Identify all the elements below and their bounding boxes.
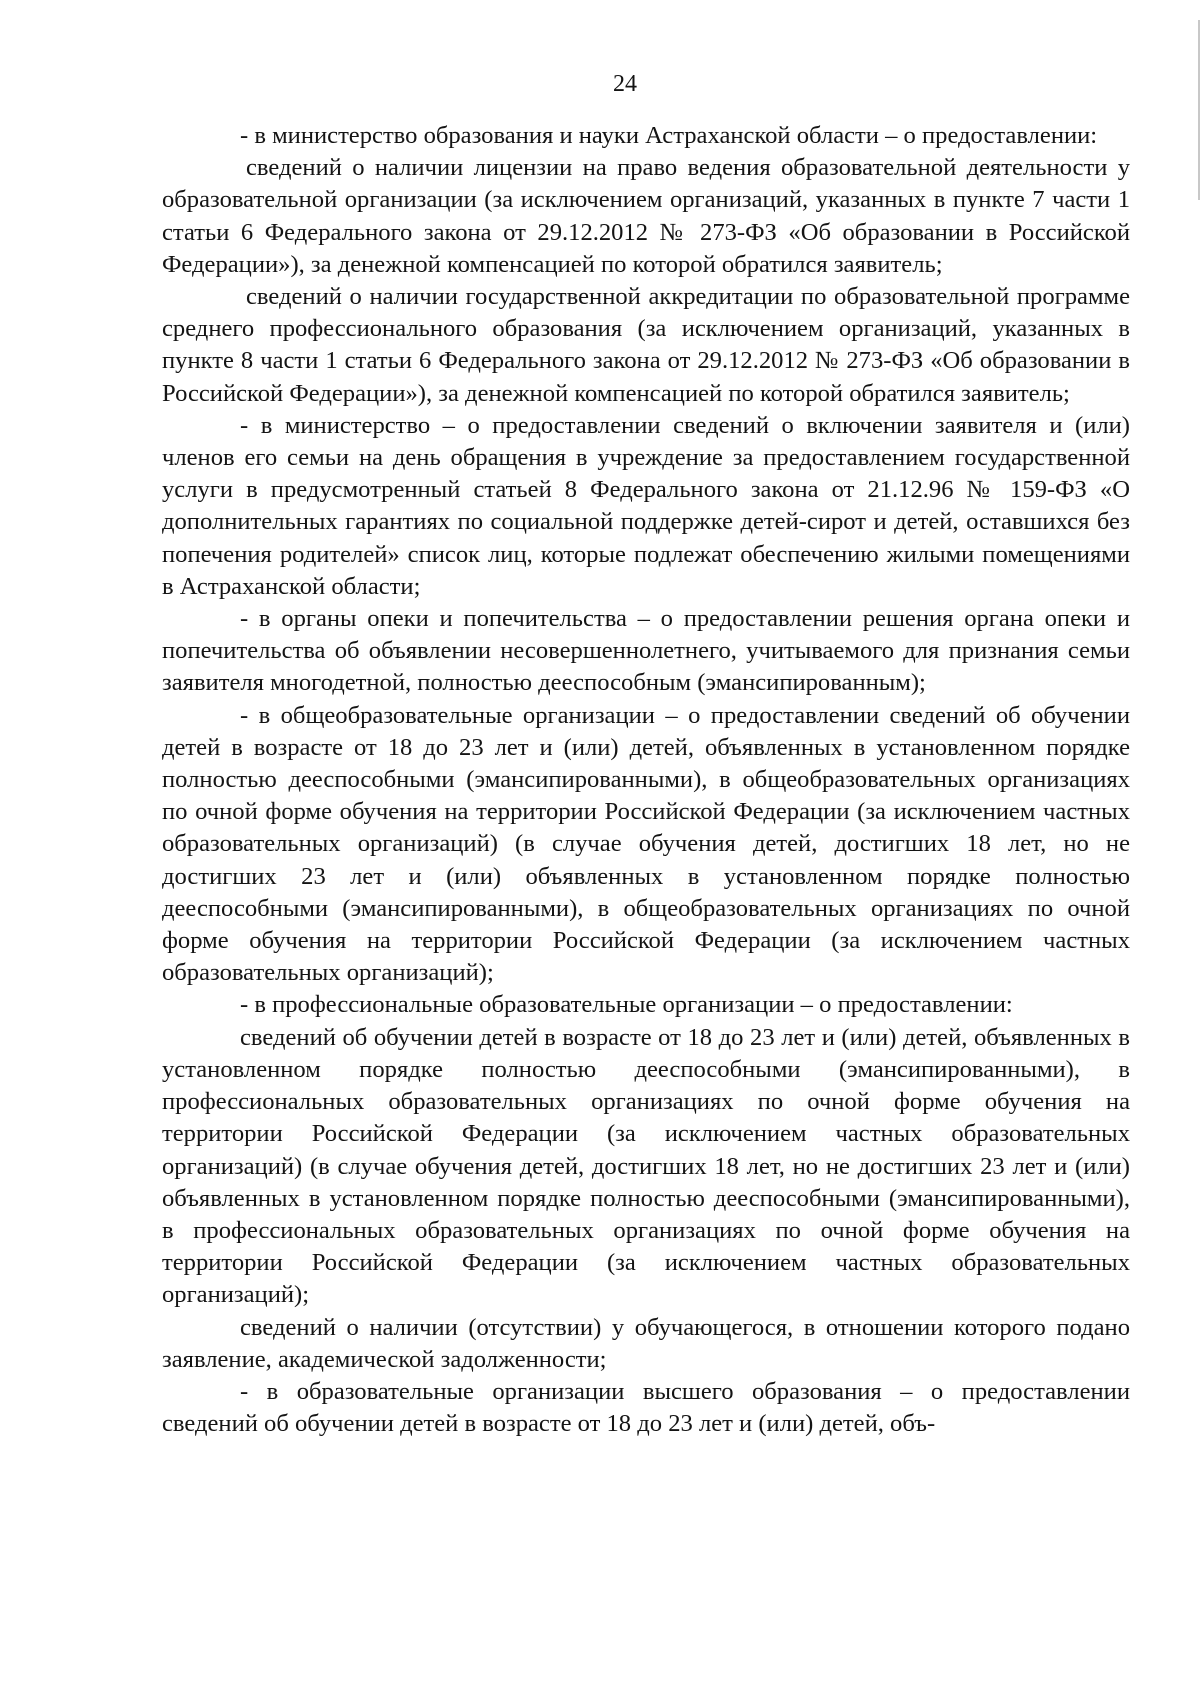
paragraph-higher-education: - в образовательные организации высшего образования – о предоставлении сведений об обучении детей в возрасте от 18 до 23 лет и (или) детей, объ- xyxy=(162,1377,1130,1438)
paragraph-accreditation-info: сведений о наличии государственной аккредитации по образовательной программе среднего профессионального образования (за исключением организаций, указанных в пункте 8 части 1 статьи 6 Федерального закона от 29.12.2012 № 273-ФЗ «Об образовании в Российской Федерации»), за денежной компенсацией по которой обратился заявитель; xyxy=(162,283,1130,407)
paragraph-ministry: - в министерство – о предоставлении сведений о включении заявителя и (или) членов его семьи на день обращения в учреждение за предоставлением государственной услуги в предусмотренный статьей 8 Федерального закона от 21.12.96 № 159-ФЗ «О дополнительных гарантиях по социальной поддержке детей-сирот и детей, оставшихся без попечения родителей» список лиц, которые подлежат обеспечению жилыми помещениями в Астраханской области; xyxy=(162,411,1130,600)
paragraph-license-info: сведений о наличии лицензии на право ведения образовательной деятельности у образовательной организации (за исключением организаций, указанных в пункте 7 части 1 статьи 6 Федерального закона от 29.12.2012 № 273-ФЗ «Об образовании в Российской Федерации»), за денежной компенсацией по которой обратился заявитель; xyxy=(162,154,1130,278)
paragraph-general-education: - в общеобразовательные организации – о предоставлении сведений об обучении детей в возрасте от 18 до 23 лет и (или) детей, объявленных в установленном порядке полностью дееспособными (эмансипированными), в общеобразовательных организациях по очной форме обучения на территории Российской Федерации (за исключением частных образовательных организаций) (в случае обучения детей, достигших 18 лет, но не достигших 23 лет и (или) объявленных в установленном порядке полностью дееспособными (эмансипированными), в общеобразовательных организациях по очной форме обучения на территории Российской Федерации (за исключением частных образовательных организаций); xyxy=(162,701,1130,987)
page-number: 24 xyxy=(613,71,637,97)
paragraph-professional-training-info: сведений об обучении детей в возрасте от 18 до 23 лет и (или) детей, объявленных в установленном порядке полностью дееспособными (эмансипированными), в профессиональных образовательных организациях по очной форме обучения на территории Российской Федерации (за исключением частных образовательных организаций) (в случае обучения детей, достигших 18 лет, но не достигших 23 лет и (или) объявленных в установленном порядке полностью дееспособными (эмансипированными), в профессиональных образовательных организациях по очной форме обучения на территории Российской Федерации (за исключением частных образовательных организаций); xyxy=(162,1023,1130,1309)
paragraph-ministry-education: - в министерство образования и науки Астраханской области – о предоставлении: xyxy=(240,122,1098,149)
paragraph-professional-education: - в профессиональные образовательные организации – о предоставлении: xyxy=(240,991,1013,1019)
paragraph-academic-debt: сведений о наличии (отсутствии) у обучающегося, в отношении которого подано заявление, академической задолженности; xyxy=(162,1313,1130,1373)
paragraph-guardianship: - в органы опеки и попечительства – о предоставлении решения органа опеки и попечительства об объявлении несовершеннолетнего, учитываемого для признания семьи заявителя многодетной, полностью дееспособным (эмансипированным); xyxy=(162,605,1130,697)
document-body xyxy=(162,120,1130,1440)
